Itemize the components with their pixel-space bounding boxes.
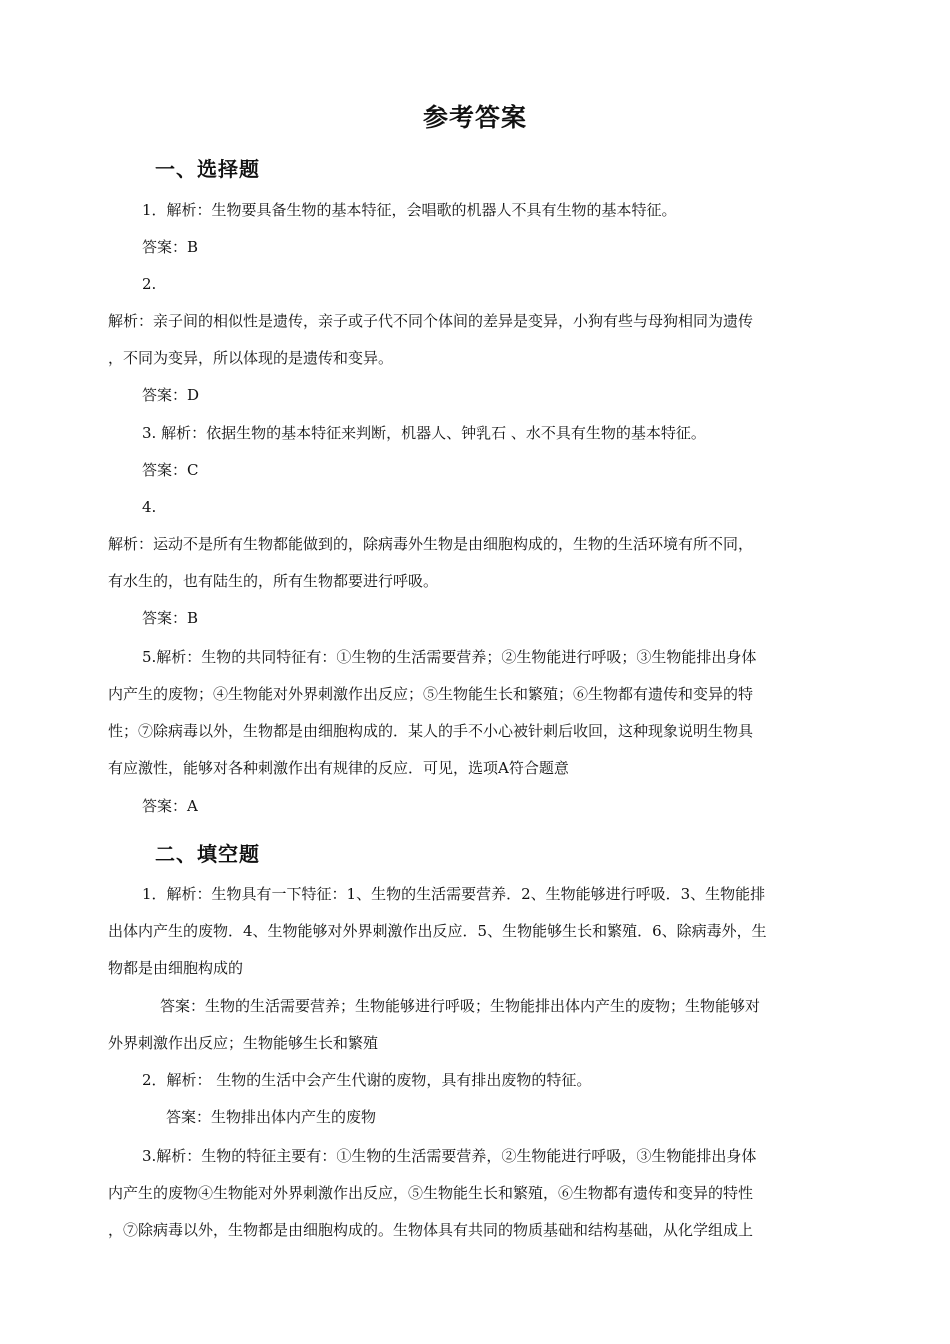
question-number: 2. — [142, 275, 157, 293]
text-line: 有水生的，也有陆生的，所有生物都要进行呼吸。 — [108, 572, 439, 590]
text-line: ，不同为变异，所以体现的是遗传和变异。 — [108, 349, 394, 367]
answer-line: 答案：D — [142, 386, 200, 404]
answer-line: 答案：C — [142, 461, 199, 479]
document-title: 参考答案 — [422, 103, 527, 132]
answer-line: 答案：A — [142, 797, 198, 815]
section-heading-choice: 一、选择题 — [155, 157, 260, 181]
text-line: 1．解析：生物具有一下特征：1、生物的生活需要营养．2、生物能够进行呼吸．3、生物能排 — [142, 885, 766, 903]
text-line: 物都是由细胞构成的 — [108, 959, 244, 977]
text-line: 2．解析： 生物的生活中会产生代谢的废物，具有排出废物的特征。 — [142, 1071, 592, 1089]
text-line: 5.解析：生物的共同特征有：①生物的生活需要营养；②生物能进行呼吸；③生物能排出身体 — [142, 648, 757, 666]
text-line: 有应激性，能够对各种刺激作出有规律的反应．可见，选项A符合题意 — [108, 759, 569, 777]
answer-line: 答案：B — [142, 238, 199, 256]
text-line: 解析：运动不是所有生物都能做到的，除病毒外生物是由细胞构成的，生物的生活环境有所不同， — [108, 535, 754, 553]
text-line: 内产生的废物；④生物能对外界刺激作出反应；⑤生物能生长和繁殖；⑥生物都有遗传和变异的特 — [108, 685, 754, 703]
answer-line: 答案：生物的生活需要营养；生物能够进行呼吸；生物能排出体内产生的废物；生物能够对 — [160, 997, 761, 1015]
text-line: 外界刺激作出反应；生物能够生长和繁殖 — [108, 1034, 379, 1052]
text-line: ，⑦除病毒以外，生物都是由细胞构成的。生物体具有共同的物质基础和结构基础，从化学组成上 — [108, 1221, 754, 1239]
text-line: 性；⑦除病毒以外，生物都是由细胞构成的．某人的手不小心被针刺后收回，这种现象说明生物具 — [108, 722, 754, 740]
text-line: 3.解析：生物的特征主要有：①生物的生活需要营养，②生物能进行呼吸，③生物能排出身体 — [142, 1147, 757, 1165]
answer-line: 答案：生物排出体内产生的废物 — [166, 1108, 377, 1126]
text-line: 解析：亲子间的相似性是遗传，亲子或子代不同个体间的差异是变异，小狗有些与母狗相同为遗传 — [108, 312, 754, 330]
text-line: 1．解析：生物要具备生物的基本特征，会唱歌的机器人不具有生物的基本特征。 — [142, 201, 677, 219]
section-heading-fill-blank: 二、填空题 — [155, 842, 260, 866]
answer-line: 答案：B — [142, 609, 199, 627]
text-line: 出体内产生的废物．4、生物能够对外界刺激作出反应．5、生物能够生长和繁殖．6、除病毒外，生 — [108, 922, 767, 940]
question-number: 4. — [142, 498, 157, 516]
text-line: 3. 解析：依据生物的基本特征来判断，机器人、钟乳石 、水不具有生物的基本特征。 — [142, 424, 706, 442]
text-line: 内产生的废物④生物能对外界刺激作出反应，⑤生物能生长和繁殖，⑥生物都有遗传和变异的特性 — [108, 1184, 754, 1202]
